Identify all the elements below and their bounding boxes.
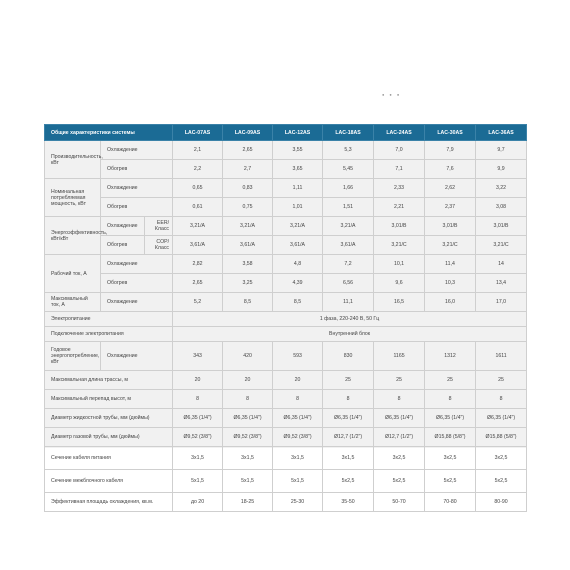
table-cell: 2,37 — [425, 198, 476, 217]
table-cell: 8 — [476, 390, 527, 409]
table-cell: 1,51 — [323, 198, 374, 217]
table-row — [45, 327, 527, 342]
table-row — [45, 160, 527, 179]
table-cell: 2,2 — [173, 160, 223, 179]
table-cell: Ø6,35 (1/4") — [323, 409, 374, 428]
table-cell: 2,21 — [374, 198, 425, 217]
table-cell: Ø6,35 (1/4") — [425, 409, 476, 428]
param-label: Электропитание — [45, 312, 173, 327]
table-cell: 1165 — [374, 342, 425, 371]
table-row — [45, 236, 527, 255]
table-cell: 35-50 — [323, 493, 374, 512]
table-cell: 18-25 — [223, 493, 273, 512]
decorative-dots: ●●● — [382, 92, 405, 97]
specs-table — [44, 124, 527, 512]
table-cell: 11,1 — [323, 293, 374, 312]
table-cell: Ø6,35 (1/4") — [374, 409, 425, 428]
mode-label: Охлаждение — [101, 179, 173, 198]
table-row — [45, 179, 527, 198]
param-label: Подключение электропитания — [45, 327, 173, 342]
table-cell: Ø15,88 (5/8") — [425, 428, 476, 447]
table-cell: 2,65 — [223, 141, 273, 160]
table-cell: 3,65 — [273, 160, 323, 179]
table-row — [45, 493, 527, 512]
table-cell: 14 — [476, 255, 527, 274]
table-cell: 17,0 — [476, 293, 527, 312]
param-label: Сечение кабеля питания — [45, 447, 173, 470]
table-cell: 10,3 — [425, 274, 476, 293]
table-cell: 2,65 — [173, 274, 223, 293]
table-cell: 5x1,5 — [273, 470, 323, 493]
table-cell: 25 — [425, 371, 476, 390]
table-cell: 1,01 — [273, 198, 323, 217]
table-cell: Ø12,7 (1/2") — [323, 428, 374, 447]
table-cell: 3x2,5 — [476, 447, 527, 470]
param-label: Энергоэффективность, кВт/кВт — [45, 217, 101, 255]
table-cell: 3,21/C — [425, 236, 476, 255]
table-cell: 0,61 — [173, 198, 223, 217]
table-cell: Ø6,35 (1/4") — [476, 409, 527, 428]
table-cell: 3,21/C — [476, 236, 527, 255]
table-cell: 13,4 — [476, 274, 527, 293]
table-cell: 8 — [173, 390, 223, 409]
table-cell: 7,0 — [374, 141, 425, 160]
mode-label: Охлаждение — [101, 293, 173, 312]
table-cell: 3,22 — [476, 179, 527, 198]
table-cell: 2,1 — [173, 141, 223, 160]
mode-label: Обогрев — [101, 236, 145, 255]
table-cell: 5x2,5 — [425, 470, 476, 493]
table-cell: 25 — [374, 371, 425, 390]
table-cell: 3,58 — [223, 255, 273, 274]
table-cell: 420 — [223, 342, 273, 371]
table-cell: 2,62 — [425, 179, 476, 198]
param-label: Максимальная длина трассы, м — [45, 371, 173, 390]
table-cell: 1 фаза, 220-240 В, 50 Гц — [173, 312, 527, 327]
table-cell: 25-30 — [273, 493, 323, 512]
table-cell: 0,83 — [223, 179, 273, 198]
model-header: LAC-36AS — [476, 125, 527, 141]
table-row — [45, 447, 527, 470]
table-cell: 3,61/A — [273, 236, 323, 255]
table-cell: 80-90 — [476, 493, 527, 512]
table-cell: 50-70 — [374, 493, 425, 512]
table-cell: Ø9,52 (3/8") — [173, 428, 223, 447]
table-row — [45, 141, 527, 160]
table-cell: 8,5 — [223, 293, 273, 312]
table-cell: 20 — [273, 371, 323, 390]
table-cell: 5x2,5 — [323, 470, 374, 493]
table-cell: 0,65 — [173, 179, 223, 198]
table-cell: 5x1,5 — [223, 470, 273, 493]
table-cell: 3x1,5 — [173, 447, 223, 470]
model-header: LAC-24AS — [374, 125, 425, 141]
table-cell: 593 — [273, 342, 323, 371]
table-cell: 8 — [273, 390, 323, 409]
param-label: Сечение межблочного кабеля — [45, 470, 173, 493]
table-cell: 3,61/A — [173, 236, 223, 255]
table-cell: 4,8 — [273, 255, 323, 274]
table-cell: Ø6,35 (1/4") — [273, 409, 323, 428]
table-row — [45, 312, 527, 327]
model-header: LAC-07AS — [173, 125, 223, 141]
table-cell: 9,6 — [374, 274, 425, 293]
table-cell: 5x2,5 — [374, 470, 425, 493]
table-cell: 7,1 — [374, 160, 425, 179]
table-cell: Ø6,35 (1/4") — [223, 409, 273, 428]
specs-sheet — [44, 124, 526, 505]
table-header — [45, 125, 527, 141]
table-cell: Ø12,7 (1/2") — [374, 428, 425, 447]
table-cell: 70-80 — [425, 493, 476, 512]
table-cell: 1611 — [476, 342, 527, 371]
param-label: Диаметр газовой трубы, мм (дюймы) — [45, 428, 173, 447]
param-label: Рабочий ток, А — [45, 255, 101, 293]
mode-label: Обогрев — [101, 274, 173, 293]
table-cell: 2,33 — [374, 179, 425, 198]
table-cell: 3x1,5 — [273, 447, 323, 470]
table-cell: 7,9 — [425, 141, 476, 160]
table-cell: 3,21/A — [223, 217, 273, 236]
table-cell: 3,61/A — [323, 236, 374, 255]
table-cell: 25 — [476, 371, 527, 390]
mode-label: Охлаждение — [101, 217, 145, 236]
table-cell: 0,75 — [223, 198, 273, 217]
table-cell: 25 — [323, 371, 374, 390]
table-cell: 3x1,5 — [223, 447, 273, 470]
table-row — [45, 255, 527, 274]
table-cell: 8 — [323, 390, 374, 409]
param-label: Максимальный ток, А — [45, 293, 101, 312]
param-label: Максимальный перепад высот, м — [45, 390, 173, 409]
table-cell: 3x1,5 — [323, 447, 374, 470]
param-label: Эффективная площадь охлаждения, кв.м. — [45, 493, 173, 512]
table-cell: 11,4 — [425, 255, 476, 274]
table-cell: 8 — [223, 390, 273, 409]
table-row — [45, 371, 527, 390]
table-cell: 3,21/A — [273, 217, 323, 236]
table-cell: 3,01/B — [374, 217, 425, 236]
table-row — [45, 293, 527, 312]
table-cell: 2,7 — [223, 160, 273, 179]
table-cell: 7,2 — [323, 255, 374, 274]
table-cell: до 20 — [173, 493, 223, 512]
table-cell: 3x2,5 — [425, 447, 476, 470]
table-row — [45, 217, 527, 236]
table-cell: Ø9,52 (3/8") — [223, 428, 273, 447]
mode-label: Охлаждение — [101, 141, 173, 160]
table-cell: 16,0 — [425, 293, 476, 312]
table-cell: 20 — [173, 371, 223, 390]
table-cell: 4,39 — [273, 274, 323, 293]
table-cell: 5,2 — [173, 293, 223, 312]
table-cell: 2,82 — [173, 255, 223, 274]
table-cell: 5x2,5 — [476, 470, 527, 493]
table-cell: 3,21/A — [323, 217, 374, 236]
table-cell: 3x2,5 — [374, 447, 425, 470]
table-row — [45, 428, 527, 447]
table-cell: 3,25 — [223, 274, 273, 293]
model-header: LAC-09AS — [223, 125, 273, 141]
mode-label: Охлаждение — [101, 255, 173, 274]
table-cell: 8 — [425, 390, 476, 409]
model-header: LAC-30AS — [425, 125, 476, 141]
param-label: Номинальная потребляемая мощность, кВт — [45, 179, 101, 217]
table-row — [45, 390, 527, 409]
sub-label: COP/ Класс — [145, 236, 173, 255]
table-cell: 6,56 — [323, 274, 374, 293]
table-cell: 5,45 — [323, 160, 374, 179]
table-row — [45, 274, 527, 293]
table-cell: 830 — [323, 342, 374, 371]
table-cell: 1,66 — [323, 179, 374, 198]
table-cell: 3,01/B — [425, 217, 476, 236]
table-cell: 3,21/A — [173, 217, 223, 236]
table-cell: 20 — [223, 371, 273, 390]
table-cell: 8 — [374, 390, 425, 409]
mode-label: Обогрев — [101, 160, 173, 179]
table-cell: Ø6,35 (1/4") — [173, 409, 223, 428]
table-cell: 3,01/B — [476, 217, 527, 236]
table-cell: 9,7 — [476, 141, 527, 160]
table-cell: Ø9,52 (3/8") — [273, 428, 323, 447]
param-label: Годовое энергопотребление, кВт — [45, 342, 101, 371]
param-label: Диаметр жидкостной трубы, мм (дюймы) — [45, 409, 173, 428]
table-cell: 343 — [173, 342, 223, 371]
table-cell: Ø15,88 (5/8") — [476, 428, 527, 447]
table-row — [45, 342, 527, 371]
table-cell: 3,21/C — [374, 236, 425, 255]
table-cell: 7,6 — [425, 160, 476, 179]
header-title: Общие характеристики системы — [45, 125, 173, 141]
model-header: LAC-18AS — [323, 125, 374, 141]
table-cell: 3,61/A — [223, 236, 273, 255]
table-row — [45, 470, 527, 493]
mode-label: Обогрев — [101, 198, 173, 217]
table-cell: 9,9 — [476, 160, 527, 179]
table-cell: Внутренний блок — [173, 327, 527, 342]
table-cell: 5x1,5 — [173, 470, 223, 493]
table-cell: 10,1 — [374, 255, 425, 274]
table-row — [45, 198, 527, 217]
table-cell: 8,5 — [273, 293, 323, 312]
model-header: LAC-12AS — [273, 125, 323, 141]
param-label: Производительность, кВт — [45, 141, 101, 179]
table-row — [45, 409, 527, 428]
table-cell: 3,55 — [273, 141, 323, 160]
table-cell: 3,08 — [476, 198, 527, 217]
table-cell: 1,11 — [273, 179, 323, 198]
table-cell: 5,3 — [323, 141, 374, 160]
table-cell: 16,5 — [374, 293, 425, 312]
sub-label: EER/ Класс — [145, 217, 173, 236]
mode-label: Охлаждение — [101, 342, 173, 371]
table-cell: 1312 — [425, 342, 476, 371]
